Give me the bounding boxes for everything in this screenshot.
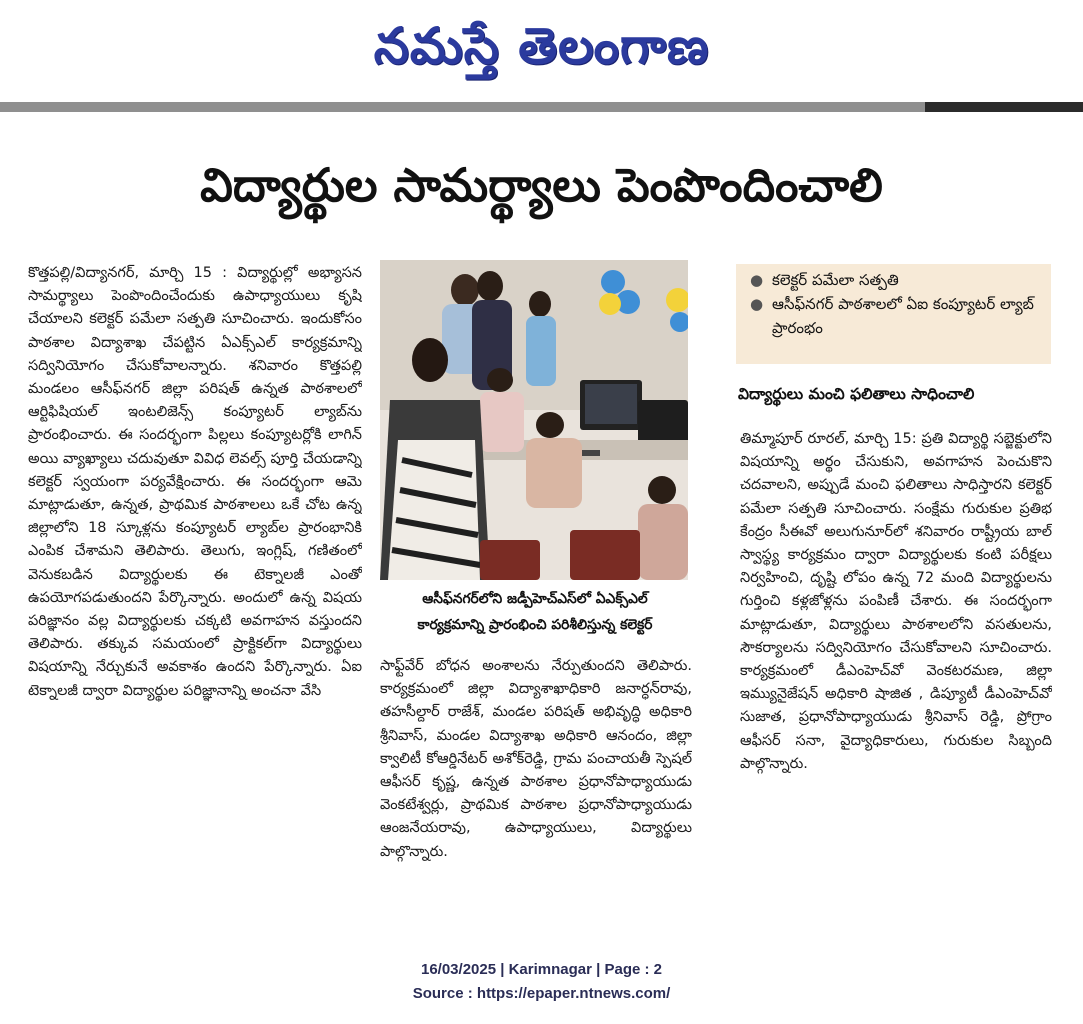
highlight-text: ఆసీఫ్‌నగర్ పాఠశాలలో ఏఐ కంప్యూటర్ ల్యాబ్ ప్రారంభం xyxy=(772,295,1034,337)
article-paragraph: సాఫ్ట్‌వేర్ బోధన అంశాలను నేర్పుతుందని తెలిపారు. కార్యక్రమంలో జిల్లా విద్యాశాఖాధికారి జనార్ధన్‌రావు, తహసీల్దార్ రాజేశ్, మండల పరిషత్ అభివృద్ధి అధికారి శ్రీనివాస్, మండల విద్యాశాఖ అధికారి ఆనందం, జిల్లా క్వాలిటీ కోఆర్డినేటర్ అశోక్‌రెడ్డి, గ్రామ పంచాయతీ స్పెషల్ ఆఫీసర్ కృష్ణ, ఉన్నత పాఠశాల ప్రధానోపాధ్యాయుడు వెంకటేశ్వర్లు, ప్రాథమిక పాఠశాల ప్రధానోపాధ్యాయుడు ఆంజనేయరావు, ఉపాధ్యాయులు, విద్యార్థులు పాల్గొన్నారు. xyxy=(380,658,692,860)
masthead-title: నమస్తే తెలంగాణ xyxy=(373,17,710,75)
highlight-item xyxy=(750,268,1043,292)
photo-illustration xyxy=(380,260,688,580)
bullet-icon: ● xyxy=(750,271,764,289)
highlights-box xyxy=(736,264,1051,364)
article-left-column xyxy=(28,262,362,938)
article-photo xyxy=(380,260,688,580)
article-middle-column xyxy=(380,655,692,935)
article-right-column xyxy=(740,428,1052,936)
highlight-item xyxy=(750,292,1043,340)
bullet-icon: ● xyxy=(750,295,764,313)
footer-source-line: Source : https://epaper.ntnews.com/ xyxy=(412,985,671,1002)
article-subheading: విద్యార్థులు మంచి ఫలితాలు సాధించాలి xyxy=(738,385,975,403)
highlight-text: కలెక్టర్ పమేలా సత్పతి xyxy=(772,271,899,289)
photo-caption xyxy=(380,586,690,638)
headline: విద్యార్థుల సామర్థ్యాలు పెంపొందించాలి xyxy=(200,158,883,212)
masthead xyxy=(0,0,1083,100)
footer-date-line: 16/03/2025 | Karimnagar | Page : 2 xyxy=(420,961,663,978)
photo-caption-line-2: కార్యక్రమాన్ని ప్రారంభించి పరిశీలిస్తున్న కలెక్టర్ xyxy=(417,617,653,633)
article-paragraph: తిమ్మాపూర్ రూరల్, మార్చి 15: ప్రతి విద్యార్థి సబ్జెక్టులోని విషయాన్ని అర్థం చేసుకుని, అవగాహన పెంచుకొని చదవాలని, అప్పుడే మంచి ఫలితాలు సాధిస్తారని కలెక్టర్ పమేలా సత్పతి సూచించారు. సంక్షేమ గురుకుల ప్రతిభ కేంద్రం సీఈవో అలుగునూర్‌లో శనివారం రాష్ట్రీయ బాల్ స్వాస్థ్య కార్యక్రమం ద్వారా విద్యార్థులకు కంటి పరీక్షలు నిర్వహించి, దృష్టి లోపం ఉన్న 72 మంది విద్యార్థులను గుర్తించి కళ్లజోళ్లను పంపిణీ చేశారు. ఈ సందర్భంగా మాట్లాడుతూ, విద్యార్థులు పాఠశాలలోని వసతులను, సౌకర్యాలను సద్వినియోగం చేసుకోవాలని సూచించారు. కార్యక్రమంలో డీఎంహెచ్‌వో వెంకటరమణ, జిల్లా ఇమ్యునైజేషన్ అధికారి షాజిత , డిప్యూటీ డీఎంహెచ్‌వో సుజాత, ప్రధానోపాధ్యాయుడు శ్రీనివాస్ రెడ్డి, ప్రోగ్రాం ఆఫీసర్ సనా, వైద్యాధికారులు, గురుకుల సిబ్బంది పాల్గొన్నారు. xyxy=(740,431,1052,772)
masthead-rule xyxy=(0,102,925,112)
masthead-rule-accent xyxy=(925,102,1083,112)
photo-caption-line-1: ఆసీఫ్‌నగర్‌లోని జడ్పీహెచ్ఎస్‌లో ఏఎక్స్ఎల్ xyxy=(422,591,648,607)
article-paragraph: కొత్తపల్లి/విద్యానగర్, మార్చి 15 : విద్యార్థుల్లో అభ్యాసన సామర్థ్యాలు పెంపొందించేందుకు ఉపాధ్యాయులు కృషి చేయాలని కలెక్టర్ పమేలా సత్పతి సూచించారు. ఇందుకోసం పాఠశాల విద్యాశాఖ చేపట్టిన ఏఎక్స్ఎల్ కార్యక్రమాన్ని సద్వినియోగం చేసుకోవాలన్నారు. శనివారం కొత్తపల్లి మండలం ఆసీఫ్‌నగర్ జిల్లా పరిషత్ ఉన్నత పాఠశాలలో ఆర్టిఫిషియల్ ఇంటలిజెన్స్ కంప్యూటర్ ల్యాబ్‌ను ప్రారంభించారు. ఈ సందర్భంగా పిల్లలు కంప్యూటర్లోకి లాగిన్ అయి వ్యాఖ్యాలు చదువుతూ వివిధ లెవల్స్ పూర్తి చేయడాన్ని కలెక్టర్ స్వయంగా పర్యవేక్షించారు. ఈ సందర్భంగా ఆమె మాట్లాడుతూ, ఉన్నత, ప్రాథమిక పాఠశాలలు ఒకే చోట ఉన్న జిల్లాలోని 18 స్కూళ్లను కంప్యూటర్ ల్యాబ్‌ల ప్రారంభానికి ఎంపిక చేశామని తెలిపారు. తెలుగు, ఇంగ్లిష్, గణితంలో వెనుకబడిన విద్యార్థులకు ఈ టెక్నాలజీ ఎంతో ఉపయోగపడుతుందని పేర్కొన్నారు. అందులో ఉన్న విషయ పరిజ్ఞానం వల్ల విద్యార్థులకు చక్కటి అవగాహన వస్తుందని తెలిపారు. తక్కువ సమయంలో ప్రాక్టికల్‌గా విద్యార్థులు విషయాన్ని నేర్చుకునే అవకాశం ఉందని పేర్కొన్నారు. ఏఐ టెక్నాలజీ ద్వారా విద్యార్థుల పరిజ్ఞానాన్ని అంచనా వేసి xyxy=(28,265,362,699)
